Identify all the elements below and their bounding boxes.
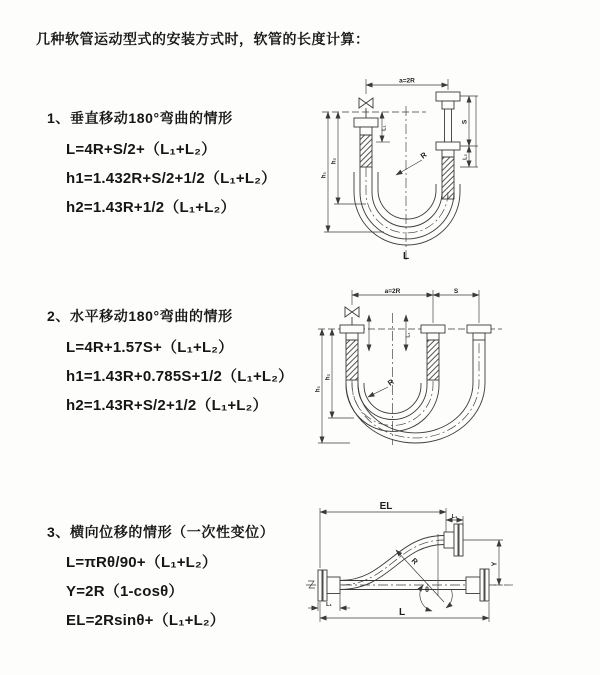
dim-label-l1-bottom: L₁ bbox=[326, 602, 332, 608]
section-2-formula-L: L=4R+1.57S+（L₁+L₂） bbox=[66, 339, 234, 356]
dim-label-a2r: a=2R bbox=[399, 77, 415, 85]
dim-label-s: S bbox=[461, 119, 469, 125]
radius-callout bbox=[396, 150, 429, 175]
left-pipe-flange bbox=[340, 325, 364, 380]
section-3-heading: 3、横向位移的情形（一次性变位） bbox=[47, 524, 275, 540]
dim-label-a2r: a=2R bbox=[384, 288, 401, 295]
break-symbol bbox=[308, 581, 315, 588]
s-curve-hose bbox=[340, 536, 444, 590]
section-3-formula-Y: Y=2R（1-cosθ） bbox=[66, 583, 184, 600]
valve-icon bbox=[359, 98, 373, 118]
dim-label-h1: h₁ bbox=[315, 385, 322, 393]
section-2-formula-h1: h1=1.43R+0.785S+1/2（L₁+L₂） bbox=[66, 368, 294, 385]
dim-label-l: L bbox=[403, 251, 410, 262]
dim-label-l1: L₁ bbox=[405, 332, 412, 338]
dim-el bbox=[320, 501, 446, 568]
section-1-heading: 1、垂直移动180°弯曲的情形 bbox=[47, 110, 233, 126]
page-title: 几种软管运动型式的安装方式时，软管的长度计算： bbox=[36, 31, 370, 48]
right-pipe-flange bbox=[467, 325, 491, 340]
dim-label-l2: L₂ bbox=[462, 154, 469, 160]
dim-a2r bbox=[352, 288, 479, 323]
u-bend-hose-moved bbox=[346, 340, 485, 443]
diagram-lateral-displacement bbox=[298, 498, 598, 660]
section-2-heading: 2、水平移动180°弯曲的情形 bbox=[47, 308, 233, 324]
section-3-formula-EL: EL=2Rsinθ+（L₁+L₂） bbox=[66, 612, 225, 629]
dim-s bbox=[460, 96, 478, 167]
section-3-formula-L: L=πRθ/90+（L₁+L₂） bbox=[66, 554, 218, 571]
section-1-formula-L: L=4R+S/2+（L₁+L₂） bbox=[66, 141, 217, 158]
diagram-horizontal-180-bend bbox=[306, 285, 598, 457]
left-pipe-flange bbox=[354, 118, 378, 167]
section-2-formula-h2: h2=1.43R+S/2+1/2（L₁+L₂） bbox=[66, 397, 268, 414]
radius-callout bbox=[368, 377, 396, 397]
section-1-formula-h2: h2=1.43R+1/2（L₁+L₂） bbox=[66, 199, 236, 216]
dim-label-l: L bbox=[398, 607, 406, 618]
dim-h1 bbox=[316, 329, 351, 443]
dim-label-theta: θ bbox=[425, 587, 429, 594]
dim-l bbox=[320, 602, 489, 622]
dim-label-el: EL bbox=[379, 501, 393, 512]
dim-label-r: R bbox=[385, 377, 396, 388]
section-1-formula-h1: h1=1.432R+S/2+1/2（L₁+L₂） bbox=[66, 170, 277, 187]
right-top-flange bbox=[444, 524, 463, 556]
dim-label-l1: L₁ bbox=[381, 125, 388, 131]
dim-label-h2: h₂ bbox=[331, 157, 338, 165]
middle-pipe-flange bbox=[421, 325, 445, 380]
dim-l1-bottom bbox=[308, 594, 350, 611]
dim-label-r: R bbox=[409, 556, 420, 567]
dim-a2r bbox=[366, 78, 448, 95]
right-bottom-flange bbox=[466, 569, 489, 601]
dim-l1 bbox=[369, 315, 412, 351]
centerlines bbox=[322, 106, 426, 260]
valve-icon bbox=[345, 307, 359, 325]
dim-label-y: Y bbox=[491, 561, 499, 567]
dim-h1 bbox=[322, 112, 385, 232]
dim-label-l1-top: L₁ bbox=[451, 514, 458, 520]
dim-label-h2: h₂ bbox=[325, 373, 332, 381]
dim-label-s: S bbox=[453, 288, 459, 295]
dim-label-r: R bbox=[418, 150, 429, 161]
dim-label-h1: h₁ bbox=[321, 171, 328, 179]
diagram-vertical-180-bend bbox=[306, 72, 598, 268]
left-flange bbox=[318, 570, 340, 601]
right-pipe-flange bbox=[436, 92, 460, 199]
